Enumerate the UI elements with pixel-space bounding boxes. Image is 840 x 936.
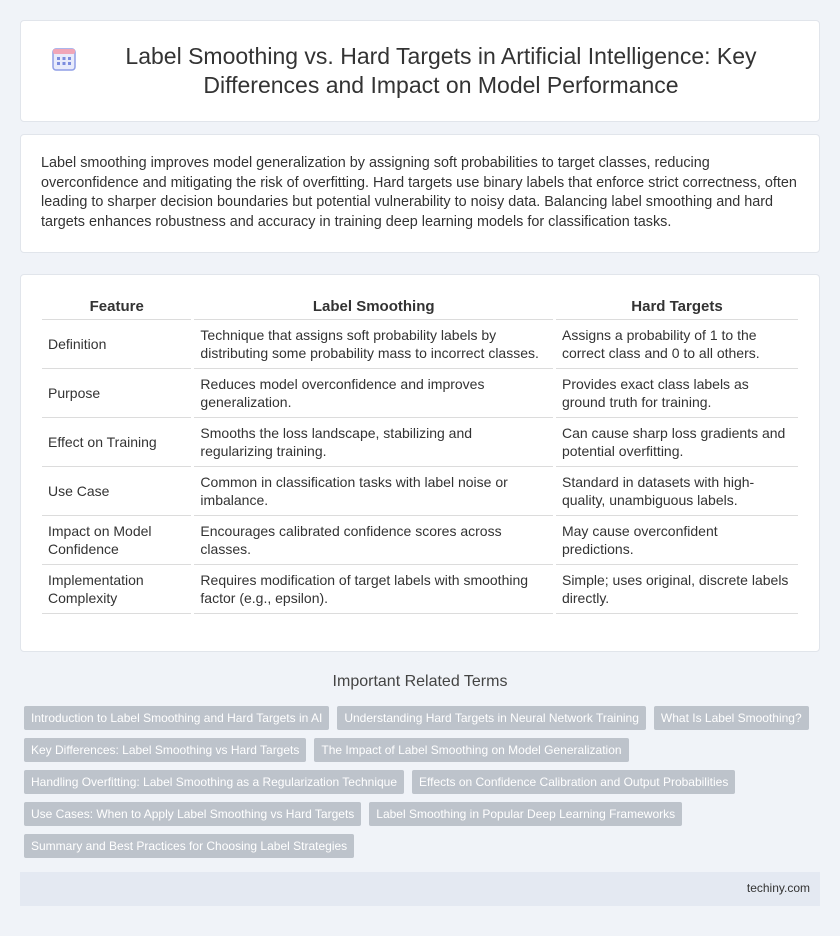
- table-header-row: [42, 295, 798, 320]
- table-row: [42, 369, 798, 418]
- table-row: [42, 467, 798, 516]
- related-term-tag[interactable]: Handling Overfitting: Label Smoothing as a Regularization Technique: [24, 770, 404, 794]
- table-cell-hard-targets: May cause overconfident predictions.: [554, 516, 798, 565]
- header-hard-targets: Hard Targets: [554, 295, 798, 320]
- related-terms-list: [24, 706, 824, 866]
- related-term-tag[interactable]: Key Differences: Label Smoothing vs Hard Targets: [24, 738, 306, 762]
- table-cell-hard-targets: Standard in datasets with high-quality, unambiguous labels.: [554, 467, 798, 516]
- table-cell-hard-targets: Assigns a probability of 1 to the correct class and 0 to all others.: [554, 320, 798, 369]
- table-cell-feature: Purpose: [42, 369, 193, 418]
- table-cell-label-smoothing: Technique that assigns soft probability labels by distributing some probability mass to incorrect classes.: [193, 320, 555, 369]
- comparison-table-card: [20, 274, 820, 652]
- footer-brand[interactable]: techiny.com: [746, 881, 810, 895]
- table-cell-label-smoothing: Reduces model overconfidence and improves generalization.: [193, 369, 555, 418]
- related-term-tag[interactable]: Understanding Hard Targets in Neural Network Training: [337, 706, 646, 730]
- page-title: Label Smoothing vs. Hard Targets in Artificial Intelligence: Key Differences and Impact on Model Performance: [125, 43, 757, 98]
- table-cell-feature: Implementation Complexity: [42, 565, 193, 614]
- table-row: [42, 565, 798, 614]
- header-content: [21, 21, 819, 121]
- table-row: [42, 418, 798, 467]
- table-cell-label-smoothing: Encourages calibrated confidence scores across classes.: [193, 516, 555, 565]
- header-card: [20, 20, 820, 122]
- related-term-tag[interactable]: Summary and Best Practices for Choosing Label Strategies: [24, 834, 354, 858]
- related-term-tag[interactable]: Label Smoothing in Popular Deep Learning Frameworks: [369, 802, 682, 826]
- intro-paragraph: Label smoothing improves model generalization by assigning soft probabilities to target classes, reducing overconfidence and mitigating the risk of overfitting. Hard targets use binary labels that enforce strict correctness, often leading to sharper decision boundaries but potential vulnerability to noisy data. Balancing label smoothing and hard targets enhances robustness and accuracy in training deep learning models for classification tasks.: [41, 155, 797, 230]
- table-cell-label-smoothing: Smooths the loss landscape, stabilizing and regularizing training.: [193, 418, 555, 467]
- table-cell-hard-targets: Simple; uses original, discrete labels directly.: [554, 565, 798, 614]
- table-cell-feature: Use Case: [42, 467, 193, 516]
- calendar-grid-icon: [51, 46, 77, 72]
- table-cell-feature: Definition: [42, 320, 193, 369]
- comparison-table: [42, 295, 798, 614]
- table-cell-feature: Impact on Model Confidence: [42, 516, 193, 565]
- table-cell-hard-targets: Can cause sharp loss gradients and potential overfitting.: [554, 418, 798, 467]
- header-label-smoothing: Label Smoothing: [193, 295, 555, 320]
- related-term-tag[interactable]: Use Cases: When to Apply Label Smoothing vs Hard Targets: [24, 802, 361, 826]
- intro-card: [20, 134, 820, 253]
- related-term-tag[interactable]: Introduction to Label Smoothing and Hard Targets in AI: [24, 706, 329, 730]
- related-term-tag[interactable]: Effects on Confidence Calibration and Output Probabilities: [412, 770, 735, 794]
- table-cell-hard-targets: Provides exact class labels as ground truth for training.: [554, 369, 798, 418]
- related-term-tag[interactable]: What Is Label Smoothing?: [654, 706, 809, 730]
- related-terms-title: Important Related Terms: [332, 673, 508, 690]
- footer-bar: [20, 872, 820, 906]
- table-cell-label-smoothing: Common in classification tasks with label noise or imbalance.: [193, 467, 555, 516]
- table-row: [42, 516, 798, 565]
- table-cell-feature: Effect on Training: [42, 418, 193, 467]
- table-cell-label-smoothing: Requires modification of target labels with smoothing factor (e.g., epsilon).: [193, 565, 555, 614]
- header-feature: Feature: [42, 295, 193, 320]
- table-row: [42, 320, 798, 369]
- related-term-tag[interactable]: The Impact of Label Smoothing on Model Generalization: [314, 738, 628, 762]
